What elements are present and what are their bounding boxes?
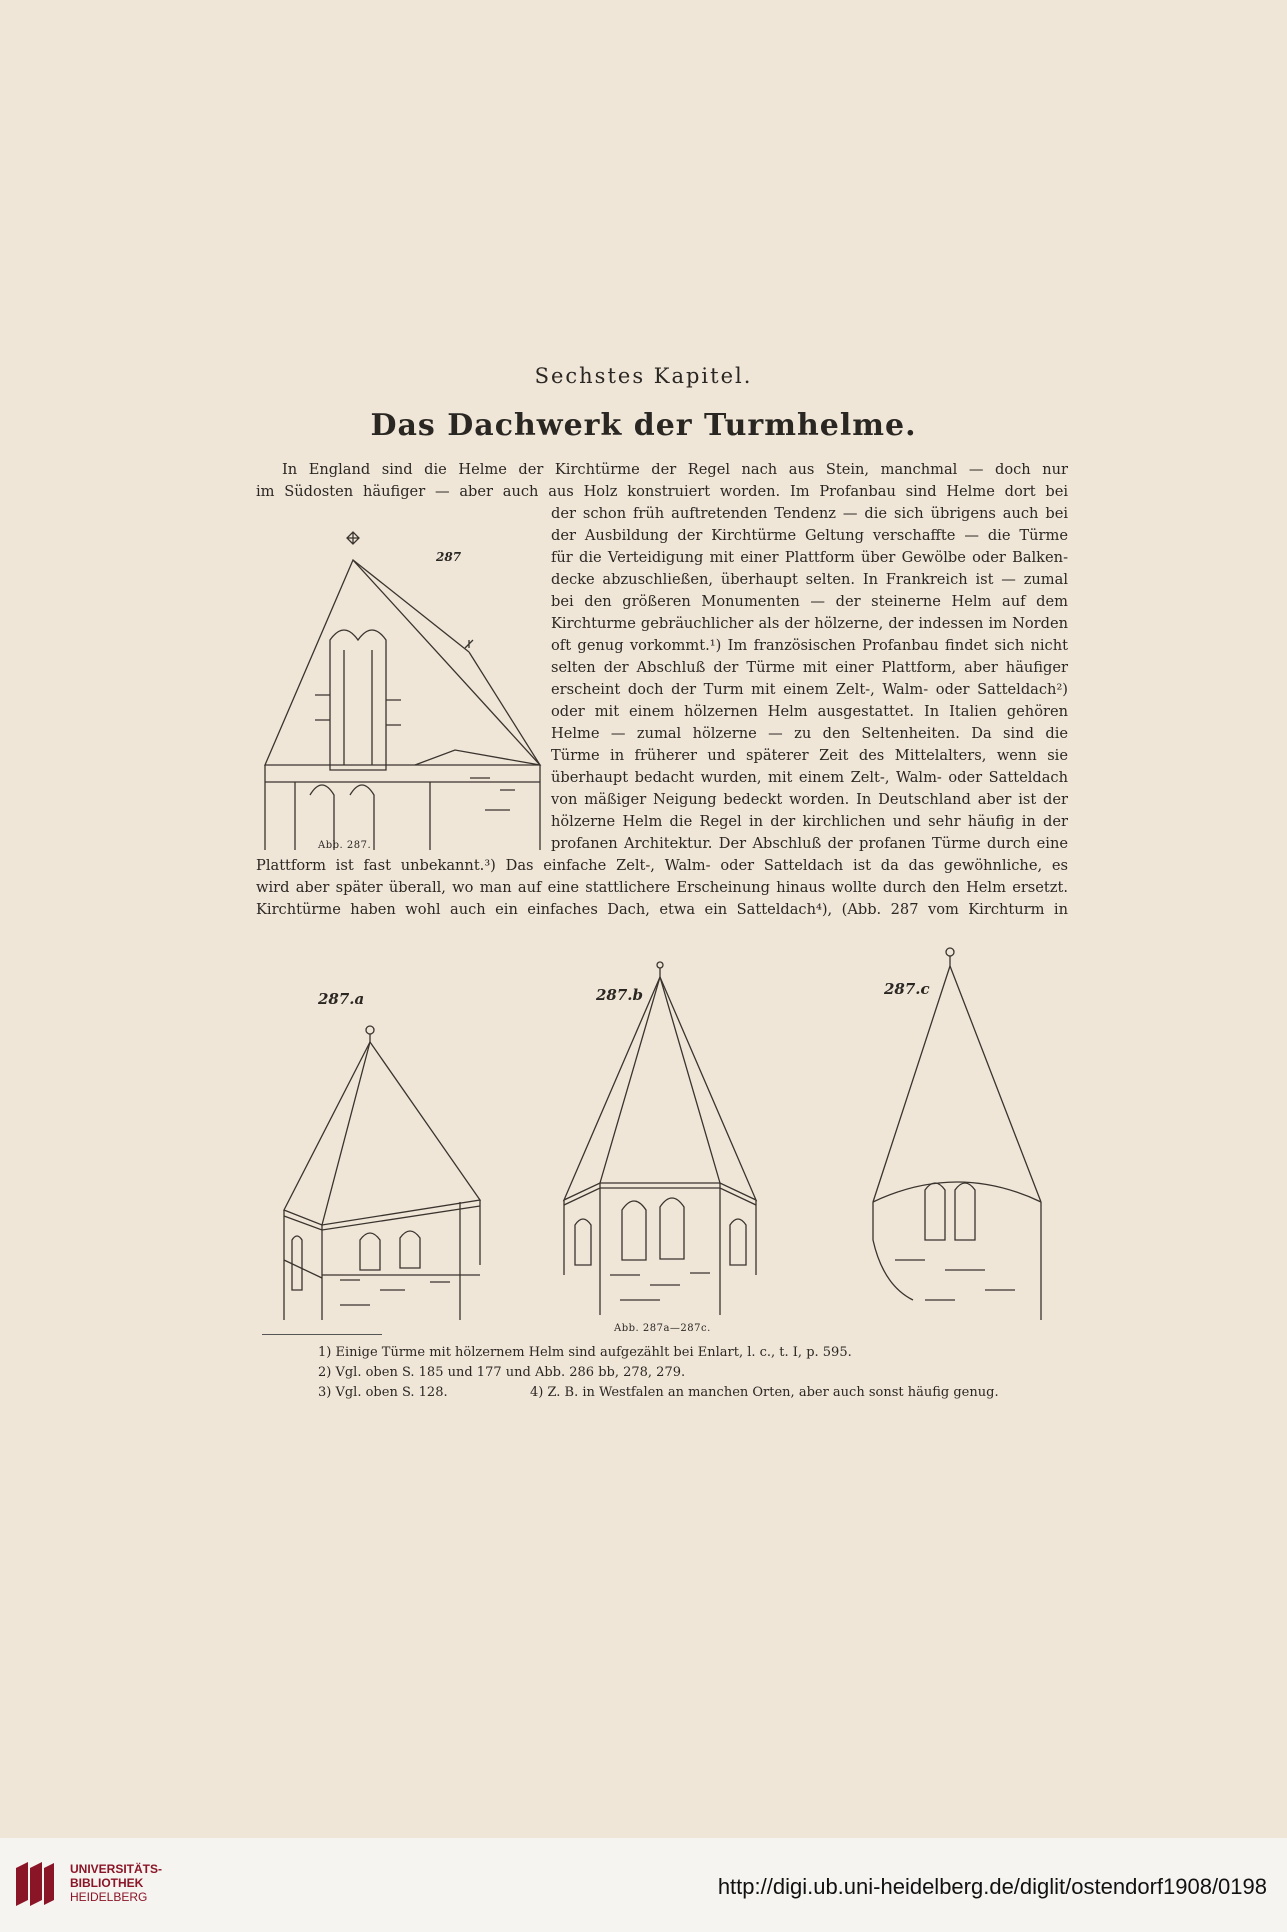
figure-287a-drawing: [280, 1020, 480, 1320]
footnote-2: 2) Vgl. oben S. 185 und 177 und Abb. 286 bb, 278, 279.: [318, 1365, 686, 1380]
figure-287c-label: 287.c: [884, 980, 930, 998]
figure-287c-drawing: [865, 940, 1055, 1320]
footnote-rule: [262, 1334, 382, 1335]
figure-287-number: 287: [436, 550, 462, 564]
university-library-logo-icon: [14, 1860, 56, 1908]
text-line: selten der Abschluß der Türme mit einer Plattform, aber häufiger: [551, 659, 1068, 676]
footnote-4: 4) Z. B. in Westfalen an manchen Orten, aber auch sonst häufig genug.: [530, 1385, 999, 1400]
text-line: überhaupt bedacht wurden, mit einem Zelt-, Walm- oder Satteldach: [551, 769, 1068, 786]
text-line: Plattform ist fast unbekannt.³) Das einfache Zelt-, Walm- oder Satteldach ist da das gewöhnliche, es: [256, 857, 1068, 874]
text-line: Helme — zumal hölzerne — zu den Seltenheiten. Da sind die: [551, 725, 1068, 742]
figures-group-caption: Abb. 287a—287c.: [614, 1323, 711, 1334]
viewer-footer: [0, 1838, 1287, 1932]
footnote-1: 1) Einige Türme mit hölzernem Helm sind aufgezählt bei Enlart, l. c., t. I, p. 595.: [318, 1345, 852, 1360]
library-name[interactable]: [70, 1862, 162, 1904]
text-line: oft genug vorkommt.¹) Im französischen Profanbau findet sich nicht: [551, 637, 1068, 654]
text-line: im Südosten häufiger — aber auch aus Holz konstruiert worden. Im Profanbau sind Helme dort bei: [256, 483, 1068, 500]
text-line: In England sind die Helme der Kirchtürme der Regel nach aus Stein, manchmal — doch nur: [282, 461, 1068, 478]
text-line: hölzerne Helm die Regel in der kirchlichen und sehr häufig in der: [551, 813, 1068, 830]
library-name-line: BIBLIOTHEK: [70, 1876, 144, 1890]
text-line: Türme in früherer und späterer Zeit des Mittelalters, wenn sie: [551, 747, 1068, 764]
text-line: profanen Architektur. Der Abschluß der profanen Türme durch eine: [551, 835, 1068, 852]
text-line: Kirchturme gebräuchlicher als der hölzerne, der indessen im Norden: [551, 615, 1068, 632]
footnote-3: 3) Vgl. oben S. 128.: [318, 1385, 448, 1400]
library-name-line: HEIDELBERG: [70, 1890, 148, 1904]
permalink-url[interactable]: http://digi.ub.uni-heidelberg.de/diglit/ostendorf1908/0198: [717, 1874, 1267, 1899]
figure-287-caption: Abb. 287.: [318, 840, 372, 851]
figure-287b-label: 287.b: [596, 986, 644, 1004]
text-line: wird aber später überall, wo man auf eine stattlichere Erscheinung hinaus wollte durch den Helm ersetzt.: [256, 879, 1068, 896]
text-line: von mäßiger Neigung bedeckt worden. In Deutschland aber ist der: [551, 791, 1068, 808]
page-title: Das Dachwerk der Turmhelme.: [370, 408, 917, 443]
text-line: erscheint doch der Turm mit einem Zelt-, Walm- oder Satteldach²): [551, 681, 1068, 698]
chapter-heading: Sechstes Kapitel.: [534, 364, 753, 388]
text-line: bei den größeren Monumenten — der steinerne Helm auf dem: [551, 593, 1068, 610]
text-line: der schon früh auftretenden Tendenz — die sich übrigens auch bei: [551, 505, 1068, 522]
library-name-line: UNIVERSITÄTS-: [70, 1862, 163, 1876]
text-line: oder mit einem hölzernen Helm ausgestattet. In Italien gehören: [551, 703, 1068, 720]
figure-287b-drawing: [560, 955, 760, 1315]
text-line: Kirchtürme haben wohl auch ein einfaches Dach, etwa ein Satteldach⁴), (Abb. 287 vom Kirchturm in: [256, 901, 1068, 918]
figure-287a-label: 287.a: [318, 990, 365, 1008]
text-line: für die Verteidigung mit einer Plattform über Gewölbe oder Balken-: [551, 549, 1068, 566]
text-line: der Ausbildung der Kirchtürme Geltung verschaffte — die Türme: [551, 527, 1068, 544]
text-line: decke abzuschließen, überhaupt selten. In Frankreich ist — zumal: [551, 571, 1068, 588]
figure-287-drawing: [255, 520, 545, 850]
